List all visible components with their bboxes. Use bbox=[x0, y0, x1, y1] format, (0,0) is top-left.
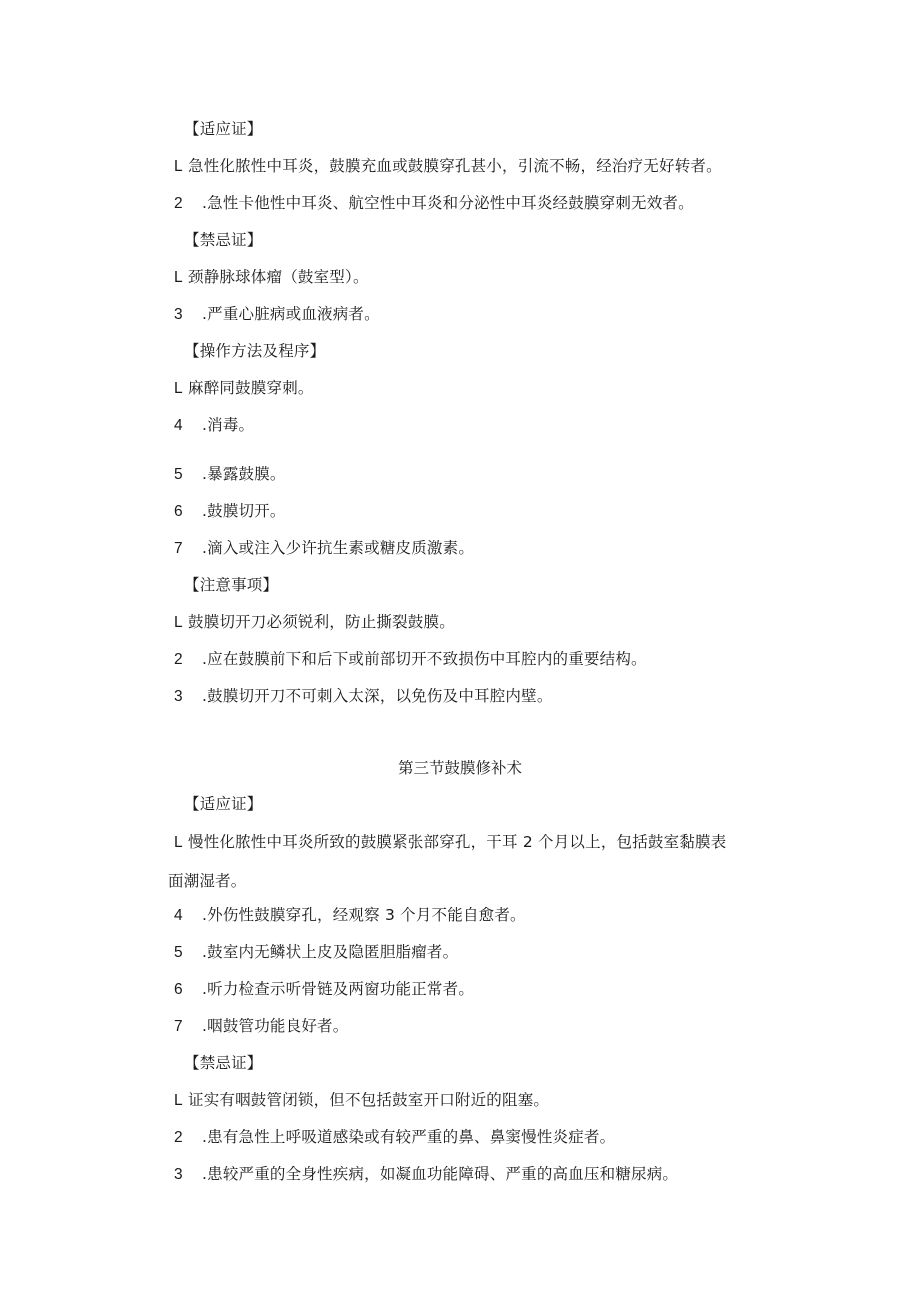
item-text: 颈静脉球体瘤（鼓室型）。 bbox=[188, 268, 369, 286]
item-text: .滴入或注入少许抗生素或糖皮质激素。 bbox=[202, 539, 475, 557]
indication-item-2b bbox=[174, 904, 526, 927]
item-text: 慢性化脓性中耳炎所致的鼓膜紧张部穿孔，干耳 2 个月以上，包括鼓室黏膜表 bbox=[188, 833, 727, 851]
item-marker: 3 bbox=[174, 688, 183, 705]
heading-contraindications: 【禁忌证】 bbox=[184, 231, 263, 249]
item-marker: 5 bbox=[174, 466, 183, 483]
item-marker: L bbox=[174, 380, 183, 397]
indication-item-1-wrapped bbox=[168, 823, 774, 900]
item-text: .咽鼓管功能良好者。 bbox=[202, 1017, 349, 1035]
item-text: .鼓膜切开。 bbox=[202, 502, 286, 520]
item-text: .患有急性上呼吸道感染或有较严重的鼻、鼻窦慢性炎症者。 bbox=[202, 1128, 616, 1146]
item-text: .外伤性鼓膜穿孔，经观察 3 个月不能自愈者。 bbox=[202, 906, 526, 924]
item-text: 急性化脓性中耳炎，鼓膜充血或鼓膜穿孔甚小，引流不畅，经治疗无好转者。 bbox=[188, 157, 722, 175]
heading-notes: 【注意事项】 bbox=[184, 576, 279, 594]
item-marker: L bbox=[174, 158, 183, 175]
item-marker: L bbox=[174, 834, 183, 851]
section-title: 第三节鼓膜修补术 bbox=[397, 759, 522, 777]
contraindication-item-2 bbox=[174, 303, 380, 326]
heading-procedure: 【操作方法及程序】 bbox=[184, 342, 326, 360]
item-text: 鼓膜切开刀必须锐利，防止撕裂鼓膜。 bbox=[188, 613, 455, 631]
item-marker: 6 bbox=[174, 503, 183, 520]
contraindication-item-1 bbox=[174, 266, 369, 289]
indication-item-5b bbox=[174, 1015, 348, 1038]
indication-item-2 bbox=[174, 192, 694, 215]
item-text: .患较严重的全身性疾病，如凝血功能障碍、严重的高血压和糖尿病。 bbox=[202, 1165, 679, 1183]
heading-indications: 【适应证】 bbox=[184, 120, 263, 138]
contraindication-item-1b bbox=[174, 1089, 549, 1112]
procedure-item-4 bbox=[174, 500, 286, 523]
note-item-2 bbox=[174, 648, 647, 671]
item-text: .严重心脏病或血液病者。 bbox=[202, 305, 380, 323]
contraindication-item-3b bbox=[174, 1163, 678, 1186]
item-text: 麻醉同鼓膜穿刺。 bbox=[188, 379, 314, 397]
item-marker: 7 bbox=[174, 540, 183, 557]
item-first-line bbox=[174, 823, 774, 862]
indication-item-1 bbox=[174, 155, 722, 178]
item-marker: L bbox=[174, 614, 183, 631]
item-marker: 2 bbox=[174, 1129, 183, 1146]
item-continuation-line: 面潮湿者。 bbox=[168, 872, 247, 890]
indication-item-4b bbox=[174, 978, 474, 1001]
item-marker: 3 bbox=[174, 1166, 183, 1183]
note-item-3 bbox=[174, 685, 553, 708]
item-marker: 4 bbox=[174, 907, 183, 924]
item-marker: 5 bbox=[174, 944, 183, 961]
item-marker: 3 bbox=[174, 306, 183, 323]
item-text: .急性卡他性中耳炎、航空性中耳炎和分泌性中耳炎经鼓膜穿刺无效者。 bbox=[202, 194, 694, 212]
item-text: .鼓膜切开刀不可刺入太深，以免伤及中耳腔内壁。 bbox=[202, 687, 553, 705]
procedure-item-1 bbox=[174, 377, 314, 400]
procedure-item-3 bbox=[174, 463, 286, 486]
item-marker: 4 bbox=[174, 417, 183, 434]
item-text: .应在鼓膜前下和后下或前部切开不致损伤中耳腔内的重要结构。 bbox=[202, 650, 647, 668]
item-text: .暴露鼓膜。 bbox=[202, 465, 286, 483]
item-text: .听力检查示听骨链及两窗功能正常者。 bbox=[202, 980, 475, 998]
procedure-item-5 bbox=[174, 537, 474, 560]
item-marker: 7 bbox=[174, 1018, 183, 1035]
item-marker: 2 bbox=[174, 651, 183, 668]
item-marker: 6 bbox=[174, 981, 183, 998]
heading-contraindications-2: 【禁忌证】 bbox=[184, 1054, 263, 1072]
note-item-1 bbox=[174, 611, 455, 634]
heading-indications-2: 【适应证】 bbox=[184, 795, 263, 813]
item-marker: L bbox=[174, 1092, 183, 1109]
item-text: .鼓室内无鳞状上皮及隐匿胆脂瘤者。 bbox=[202, 943, 459, 961]
contraindication-item-2b bbox=[174, 1126, 615, 1149]
procedure-item-2 bbox=[174, 414, 254, 437]
item-text: 证实有咽鼓管闭锁，但不包括鼓室开口附近的阻塞。 bbox=[188, 1091, 550, 1109]
item-marker: 2 bbox=[174, 195, 183, 212]
item-text: .消毒。 bbox=[202, 416, 255, 434]
indication-item-3b bbox=[174, 941, 458, 964]
item-marker: L bbox=[174, 269, 183, 286]
